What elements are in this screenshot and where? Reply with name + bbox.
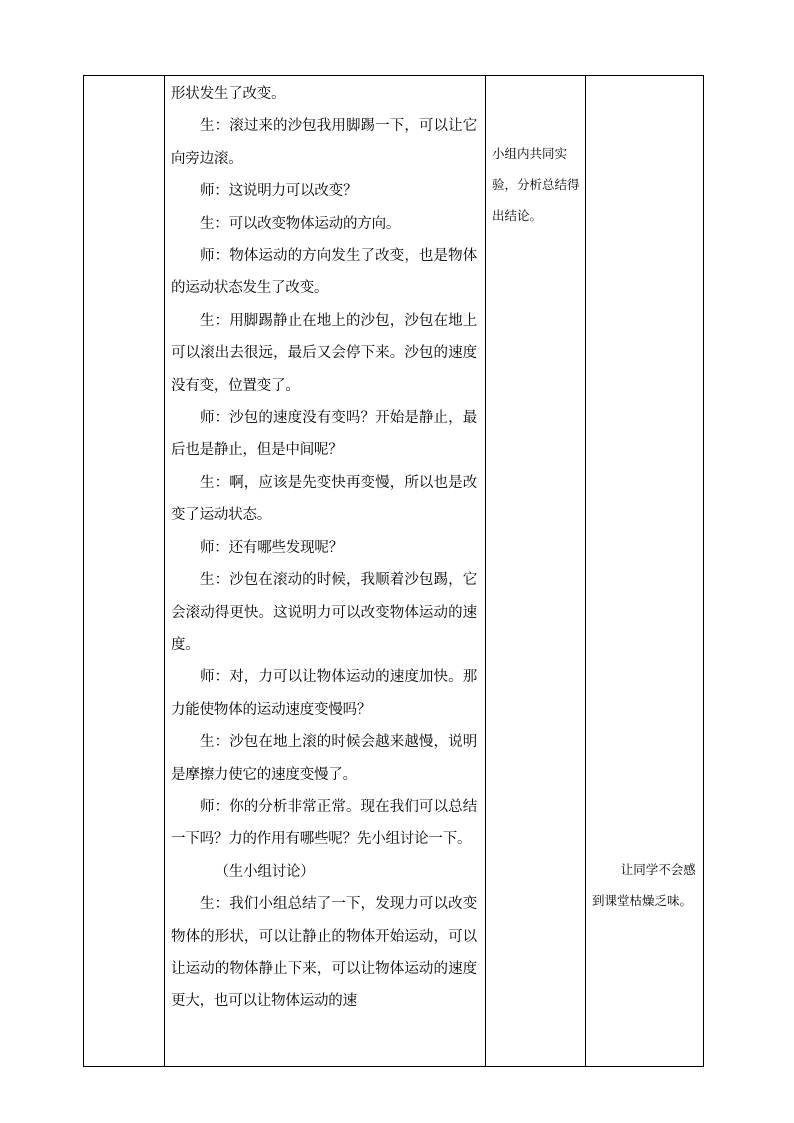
student-activity-cell [486, 76, 586, 1067]
empty-cell [84, 76, 165, 1067]
paragraph: 生：滚过来的沙包我用脚踢一下，可以让它向旁边滚。 [171, 118, 477, 167]
paragraph: 师：物体运动的方向发生了改变，也是物体的运动状态发生了改变。 [171, 248, 477, 297]
table-row [84, 76, 704, 1067]
paragraph: 形状发生了改变。 [171, 86, 286, 102]
paragraph: 生：可以改变物体运动的方向。 [200, 215, 401, 232]
paragraph: 师：对，力可以让物体运动的速度加快。那力能使物体的运动速度变慢吗？ [171, 669, 477, 718]
paragraph: 生：沙包在滚动的时候，我顺着沙包踢，它会滚动得更快。这说明力可以改变物体运动的速度。 [171, 572, 477, 653]
student-activity-note: 小组内共同实验，分析总结得出结论。 [492, 146, 580, 223]
paragraph: （生小组讨论） [214, 863, 315, 880]
paragraph: 生：用脚踢静止在地上的沙包，沙包在地上可以滚出去很远，最后又会停下来。沙包的速度没有变，位置变了。 [171, 312, 477, 394]
lesson-plan-table [83, 75, 704, 1067]
paragraph: 师：这说明力可以改变？ [200, 183, 358, 200]
paragraph: 生：沙包在地上滚的时候会越来越慢，说明是摩擦力使它的速度变慢了。 [171, 734, 477, 783]
teaching-process-cell [165, 76, 486, 1067]
paragraph: 生：我们小组总结了一下，发现力可以改变物体的形状，可以让静止的物体开始运动，可以让运动的物体静止下来，可以让物体运动的速度更大，也可以让物体运动的速 [171, 896, 477, 1010]
paragraph: 师：还有哪些发现呢？ [200, 539, 343, 556]
paragraph: 师：沙包的速度没有变吗？开始是静止，最后也是静止，但是中间呢？ [171, 410, 477, 459]
teaching-process-text [165, 76, 485, 1018]
paragraph: 生：啊，应该是先变快再变慢，所以也是改变了运动状态。 [171, 474, 477, 524]
design-intent-cell [586, 76, 704, 1067]
paragraph: 师：你的分析非常正常。现在我们可以总结一下吗？力的作用有哪些呢？先小组讨论一下。 [171, 798, 477, 848]
design-intent-note: 让同学不会感到课堂枯燥乏味。 [592, 862, 696, 908]
